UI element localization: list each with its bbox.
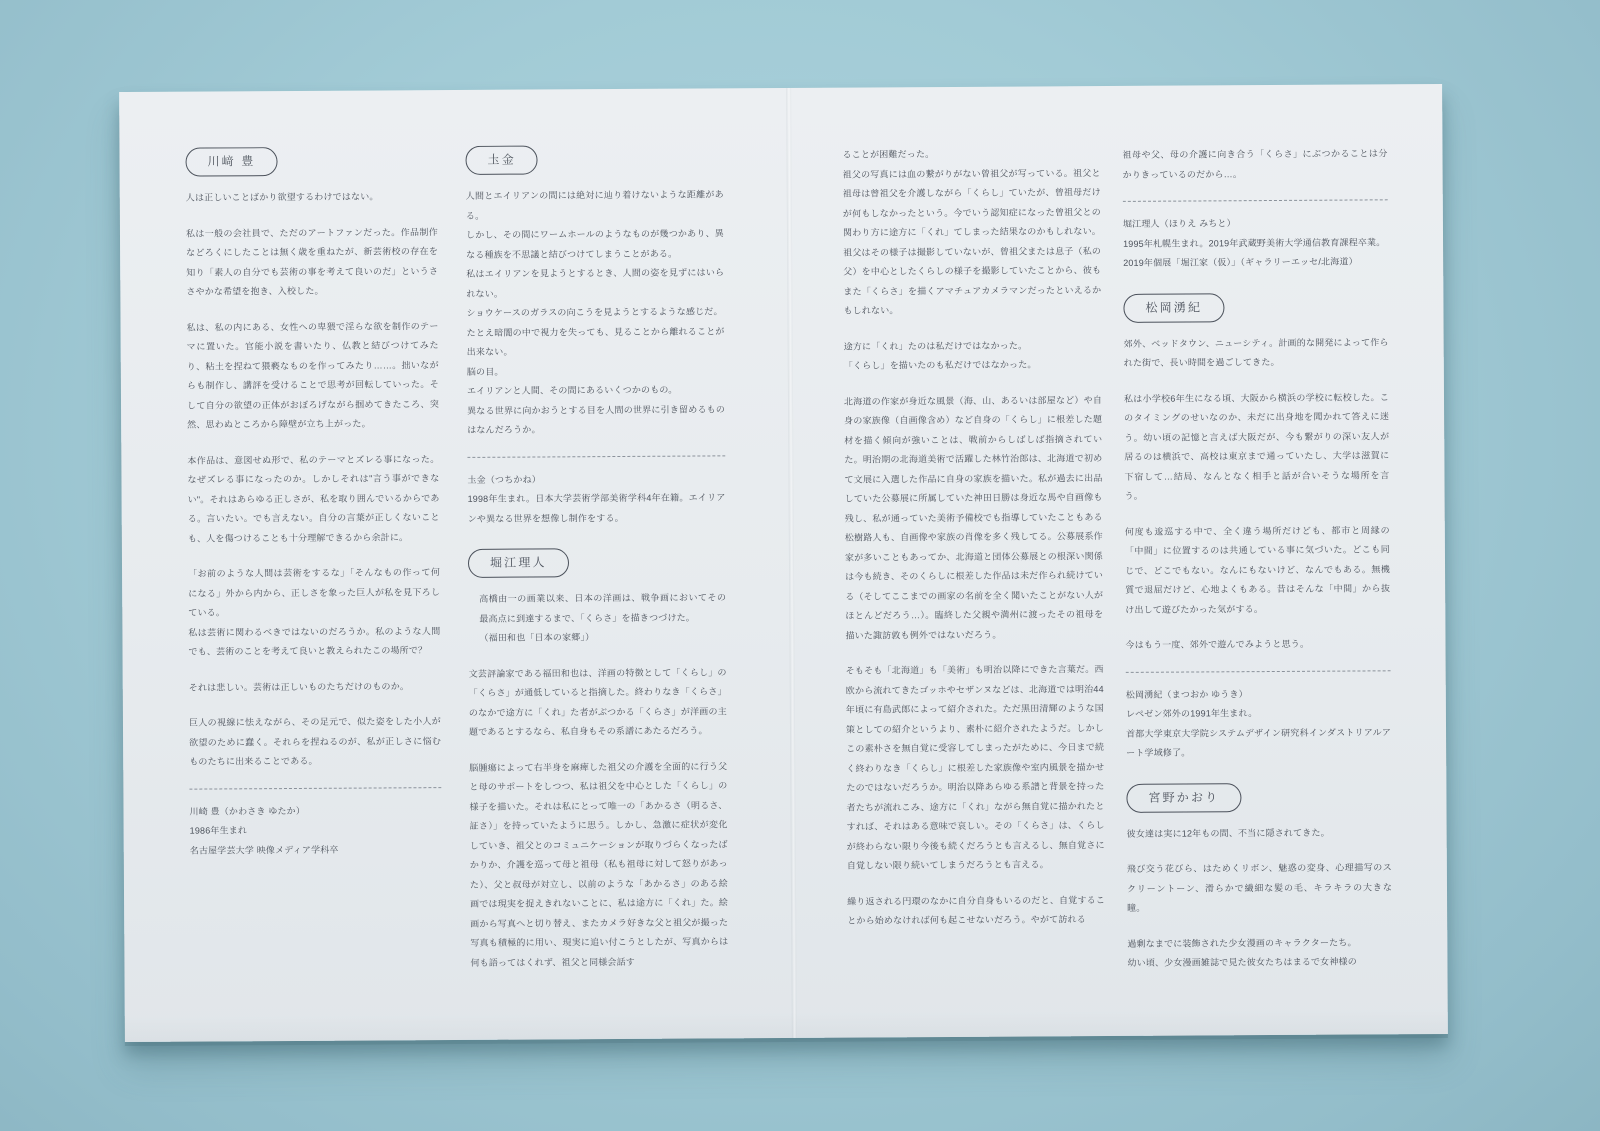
artist-bio: 圡金（つちかね） 1998年生まれ。日本大学芸術学部美術学科4年在籍。エイリアンや異なる世界を想像し制作をする。: [467, 473, 726, 524]
body-paragraph: 郊外、ベッドタウン、ニューシティ。計画的な開発によって作られた街で、長い時間を過ごしてきた。: [1123, 336, 1389, 368]
artist-name-pill: 川﨑 豊: [185, 147, 277, 177]
text-column-tsuchikane-horie: [465, 144, 728, 1026]
body-paragraph: 私は一般の会社員で、ただのアートファンだった。作品制作などろくにしたことは無く歳を重ねたが、新芸術校の存在を知り「素人の自分でも芸術の事を考えて良いのだ」というささやかな希望を抱き、入校した。: [185, 226, 439, 297]
body-paragraph: 私は小学校6年生になる頃、大阪から横浜の学校に転校した。このタイミングのせいなのか、未だに出身地を聞かれて答えに迷う。幼い頃の記憶と言えば大阪だが、今も繋がりの深い友人が居るのは横浜で、高校は東京まで通っていたし、大学は滋賀に下宿して…結局、なんとなく相手と話が合いそうな場所を言う。: [1123, 391, 1390, 501]
body-paragraph: 文芸評論家である福田和也は、洋画の特徴として「くらし」の「くらさ」が通低していると指摘した。終わりなき「くらさ」のなかで途方に「くれ」た者がぶつかる「くらさ」が洋画の主題であるとするなら、私自身もその系譜にあたるだろう。: [468, 666, 727, 737]
artist-name-pill: 堀江理人: [468, 548, 569, 578]
body-paragraph: 「お前のような人間は芸術をするな」「そんなもの作って何になる」外から内から、正しさを象った巨人が私を見下ろしている。 私は芸術に関わるべきではないのだろうか。私のような人間でも、芸術のことを考えて良いと教えられたこの場所で？: [188, 567, 441, 657]
artist-name-pill: 宮野かおり: [1126, 783, 1241, 813]
dashed-divider: [189, 787, 441, 790]
artist-name-pill-wrap: [185, 146, 437, 177]
artist-name-pill: 松岡湧紀: [1123, 293, 1224, 323]
body-paragraph: 人間とエイリアンの間には絶対に辿り着けないような距離がある。 しかし、その間にワームホールのようなものが幾つかあり、異なる種族を不思議と結びつけてしまうことがある。 私はエイリアンを見ようとするとき、人間の姿を見ずにはいられない。 ショウケースのガラスの向こうを見ようとするような感じだ。 たとえ暗闇の中で視力を失っても、見ることから離れることが出来ない。 脳の目。 エイリアンと人間、その間にあるいくつかのもの。 異なる世界に向かおうとする目を人間の世界に引き留めるものはなんだろうか。: [465, 189, 726, 435]
body-paragraph: 飛び交う花びら、はためくリボン、魅惑の変身、心理描写のスクリーントーン、滑らかで繊細な髪の毛、キラキラの大きな瞳。: [1126, 862, 1393, 913]
body-paragraph: 本作品は、意図せぬ形で、私のテーマとズレる事になった。なぜズレる事になったのか。しかしそれは"言う事ができない"。それはあらゆる正しさが、私を取り囲んでいるからである。言いたい。でも言えない。自分の言葉が正しくないことも、人を傷つけることも十分理解できるから余計に。: [187, 453, 440, 544]
citation-quote: 高橋由一の画業以来、日本の洋画は、戦争画においてその最高点に到達するまで、「くらさ」を描きつづけた。 （福田和也「日本の家郷」）: [479, 592, 727, 643]
body-paragraph: 何度も逡巡する中で、全く違う場所だけども、都市と周縁の「中間」に位置するのは共通している事に気づいた。どこも同じで、どこでもない。なんにもないけど、なんでもある。無機質で退屈だけど、心地よくもある。昔はそんな「中間」から抜け出して遊びたかった気がする。: [1124, 524, 1391, 615]
text-column-matsuoka-miyano: [1122, 144, 1392, 1024]
body-paragraph: ることが困難だった。 祖父の写真には血の繋がりがない曾祖父が写っている。祖父と祖母は曾祖父を介護しながら「くらし」ていたが、曾祖母だけが何もしなかったという。今でいう認知症になった曾祖父との関わり方に途方に「くれ」てしまった結果なのかもしれない。祖父はその様子は撮影していないが、曾祖父または息子（私の父）を中心としたくらしの様子を撮影していたことから、彼もまた「くらさ」を描くアマチュアカメラマンだったといえるかもしれない。: [842, 149, 1102, 316]
body-paragraph: 彼女達は実に12年もの間、不当に隠されてきた。: [1126, 827, 1330, 839]
dashed-divider: [1126, 670, 1391, 673]
printed-leaflet-spread: [119, 84, 1448, 1042]
artist-name-pill: 圡金: [465, 145, 538, 174]
body-paragraph: それは悲しい。芸術は正しいものたちだけのものか。: [188, 680, 410, 693]
artist-bio: 堀江理人（ほりえ みちと） 1995年札幌生まれ。2019年武蔵野美術大学通信教育課程卒業。 2019年個展「堀江家（仮）」（ギャラリーエッセ/北海道）: [1122, 218, 1386, 268]
body-paragraph: 祖母や父、母の介護に向き合う「くらさ」にぶつかることは分かりきっているのだから…。: [1122, 148, 1388, 180]
body-paragraph: 私は、私の内にある、女性への卑猥で淫らな欲を制作のテーマに置いた。官能小説を書いたり、仏教と結びつけてみたり、粘土を捏ねて猥褻なものを作ってみたり……。拙いながらも制作し、講評を受けることで思考が回転していった。そして自分の欲望の正体がおぼろげながら掴めてきたころ、突然、思わぬところから障壁が立ち上がった。: [186, 320, 440, 430]
body-paragraph: 人は正しいことばかり欲望するわけではない。: [185, 191, 379, 203]
dashed-divider: [1123, 199, 1388, 202]
body-paragraph: 繰り返される円環のなかに自分自身もいるのだと、自覚することから始めなければ何も起こせないだろう。やがて訪れる: [847, 894, 1106, 926]
text-column-kawasaki: [185, 146, 442, 1028]
body-paragraph: 今はもう一度、郊外で遊んでみようと思う。: [1125, 638, 1310, 650]
text-column-horie-continued: [842, 144, 1105, 1026]
artist-name-pill-wrap: [468, 547, 726, 578]
body-paragraph: 北海道の作家が身近な風景（海、山、あるいは部屋など）や自身の家族像（自画像含め）など自身の「くらし」に根差した題材を描く傾向が強いことは、戦前からしばしば指摘されていた。明治期の北海道美術で活躍した林竹治郎は、北海道で初めて文展に入選した作品に自身の家族を描いた。私が過去に出品していた公募展に所属していた神田日勝は身近な馬や自画像も残し、私が通っていた美術予備校でも指導していたこともある松樹路人も、自画像や家族の肖像を多く残してる。公募展系作家が多いこともあってか、北海道と団体公募展との根深い関係は今も続き、そのくらしに根差した作品は未だ作られ続けている（そしてここまでの画家の名前を全く聞いたことがない人がほとんどだろう…）。臨終した父親や満州に渡ったその祖母を描いた諏訪敦も例外ではないだろう。: [843, 394, 1104, 641]
artist-name-pill-wrap: [1123, 292, 1388, 323]
body-paragraph: そもそも「北海道」も「美術」も明治以降にできた言葉だ。西欧から流れてきたゴッホやセザンヌなどは、北海道では明治44年頃に有島武郎によって紹介された。ただ黒田清輝のような国策としての紹介というより、素朴に紹介されたようだ。しかしこの素朴さを無自覚に受容してしまったがために、今日まで続く終わりなき「くらし」に根差した家族像や室内風景を描かせたのではないだろうか。明治以降あらゆる系譜と背景を持った者たちが流れこみ、途方に「くれ」ながら無自覚に描かれたとすれば、それはある意味で哀しい。その「くらさ」は、くらしが終わらない限り今後も続くだろうとも言えるし、無自覚さに自覚しない限り続いてしまうだろうとも言える。: [845, 664, 1105, 871]
artist-name-pill-wrap: [465, 144, 723, 175]
body-paragraph: 巨人の視線に怯えながら、その足元で、似た姿をした小人が欲望のために蠢く。それらを捏ねるのが、私が正しさに悩むものたちに出来ることである。: [188, 716, 442, 767]
artist-name-pill-wrap: [1126, 782, 1391, 813]
body-paragraph: 脳腫瘍によって右半身を麻痺した祖父の介護を全面的に行う父と母のサポートをしつつ、私は祖父を中心とした「くらし」の様子を描いた。それは私にとって唯一の「あかるさ（明るさ、証さ）」を持っていたように思う。しかし、急激に症状が変化していき、祖父とのコミュニケーションが取りづらくなったばかりか、介護を巡って母と祖母（私も祖母に対して怒りがあった）、父と叔母が対立し、以前のような「あかるさ」のある絵画では現実を捉えきれないことに、私は途方に「くれ」た。絵画から写真へと切り替え、またカメラ好きな父と祖父が撮った写真も積極的に用い、現実に追い付こうとしたが、写真からは何も語ってはくれず、祖父と同様会話す: [469, 760, 729, 968]
body-paragraph: 途方に「くれ」たのは私だけではなかった。 「くらし」を描いたのも私だけではなかった。: [843, 340, 1037, 371]
body-paragraph: 過剰なまでに装飾された少女漫画のキャラクターたち。 幼い頃、少女漫画雑誌で見た彼女たちはまるで女神様の: [1127, 937, 1357, 968]
dashed-divider: [467, 455, 725, 458]
artist-bio: 松岡湧紀（まつおか ゆうき） レペゼン郊外の1991年生まれ。 首都大学東京大学院システムデザイン研究科インダストリアルアート学域修了。: [1125, 688, 1392, 758]
artist-bio: 川崎 豊（かわさき ゆたか） 1986年生まれ 名古屋学芸大学 映像メディア学科卒: [189, 805, 339, 856]
